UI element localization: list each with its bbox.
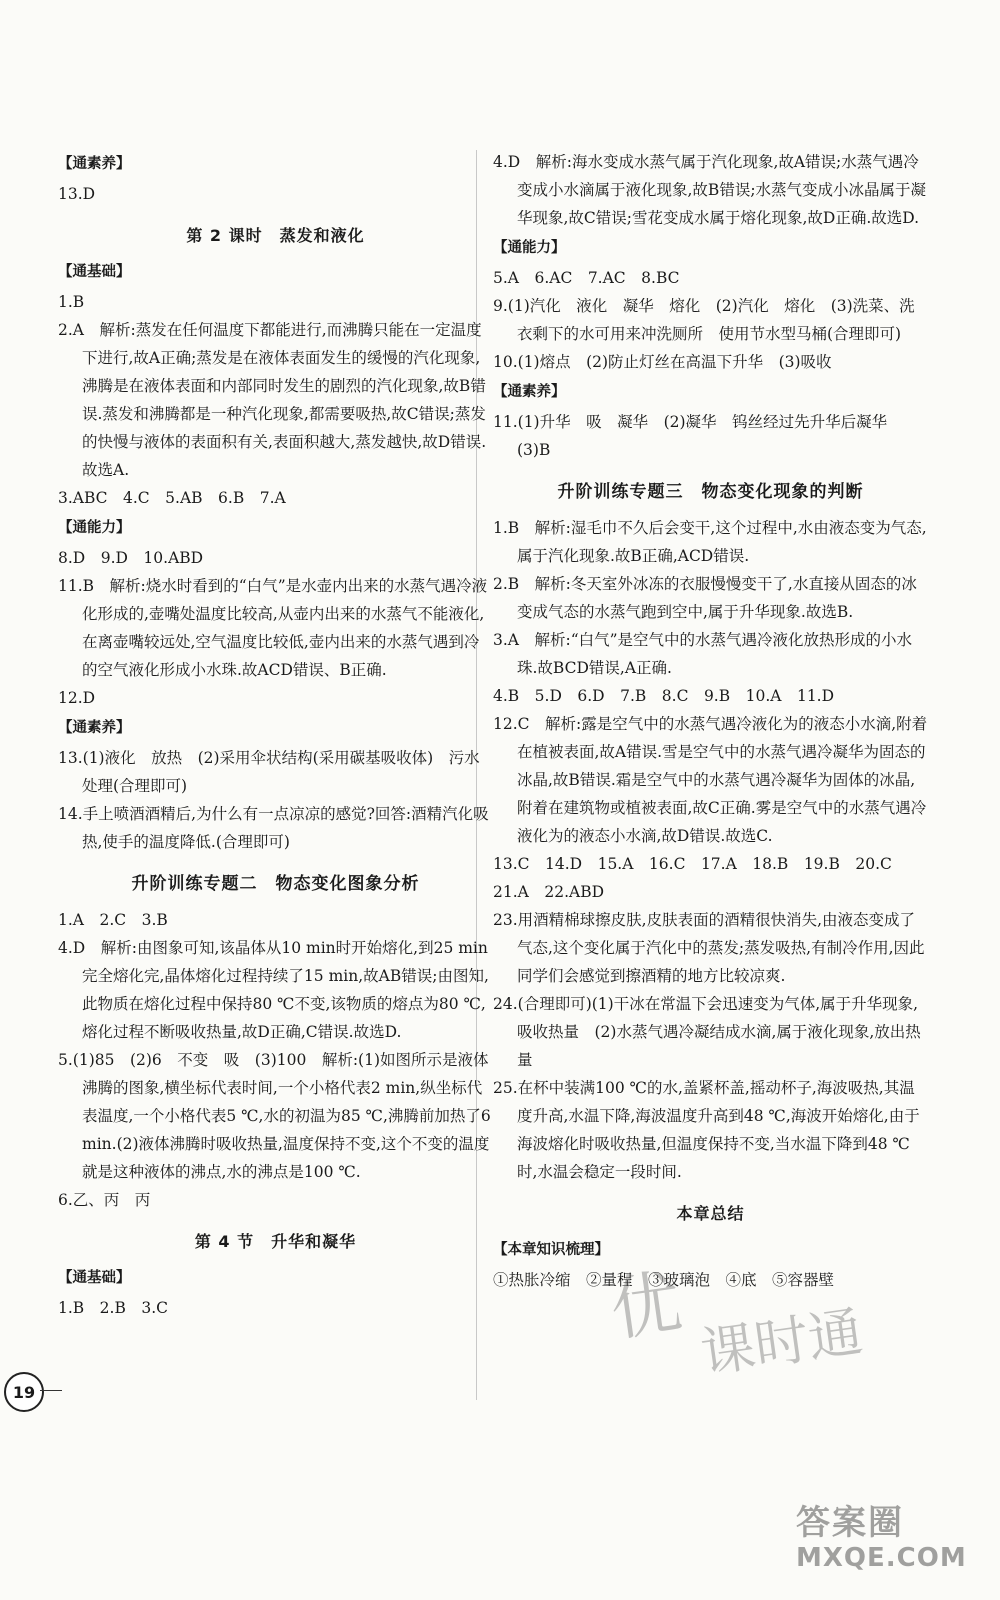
answer-item: 5.A 6.AC 7.AC 8.BC — [493, 269, 680, 287]
answer-item: 12.D — [58, 689, 96, 707]
answer-item: 9.(1)汽化 液化 凝华 熔化 (2)汽化 熔化 (3)洗菜、洗衣剩下的水可用来冲洗厕所 使用节水型马桶(合理即可) — [493, 297, 915, 343]
section-tag: 【通基础】 — [58, 264, 131, 280]
answer-item: 11.B 解析:烧水时看到的“白气”是水壶内出来的水蒸气遇冷液化形成的,壶嘴处温度比较高,从壶内出来的水蒸气不能液化,在离壶嘴较远处,空气温度比较低,壶内出来的水蒸气遇到冷的空气液化形成小水珠.故ACD错误、B正确. — [58, 577, 488, 679]
section-tag: 【通基础】 — [58, 1270, 131, 1286]
answer-item: 4.D 解析:由图象可知,该晶体从10 min时开始熔化,到25 min完全熔化完,晶体熔化过程持续了15 min,故AB错误;由图知,此物质在熔化过程中保持80 ℃不变,该物质的熔点为80 ℃,熔化过程不断吸收热量,故D正确,C错误.故选D. — [58, 939, 489, 1041]
section-title: 升阶训练专题三 物态变化现象的判断 — [557, 482, 864, 502]
section-tag: 【通素养】 — [58, 720, 131, 736]
answer-item: 24.(合理即可)(1)干冰在常温下会迅速变为气体,属于升华现象,吸收热量 (2)水蒸气遇冷凝结成水滴,属于液化现象,放出热量 — [493, 995, 921, 1069]
answer-item: 12.C 解析:露是空气中的水蒸气遇冷液化为的液态小水滴,附着在植被表面,故A错误.雪是空气中的水蒸气遇冷凝华为固态的冰晶,故B错误.霜是空气中的水蒸气遇冷凝华为固体的冰晶,附着在建筑物或植被表面,故C正确.雾是空气中的水蒸气遇冷液化为的液态小水滴,故D错误.故选C. — [493, 715, 928, 845]
answer-item: 1.B 2.B 3.C — [58, 1299, 169, 1317]
section-tag: 【通素养】 — [58, 156, 131, 172]
section-title: 第 4 节 升华和凝华 — [194, 1232, 357, 1251]
page-number: 19 — [4, 1372, 44, 1412]
answer-item: 2.B 解析:冬天室外冰冻的衣服慢慢变干了,水直接从固态的冰变成气态的水蒸气跑到空中,属于升华现象.故选B. — [493, 575, 917, 621]
section-title: 本章总结 — [676, 1204, 745, 1223]
section-tag: 【通能力】 — [493, 240, 566, 256]
answer-item: 3.A 解析:“白气”是空气中的水蒸气遇冷液化放热形成的小水珠.故BCD错误,A正确. — [493, 631, 913, 677]
answer-item: 8.D 9.D 10.ABD — [58, 549, 204, 567]
answer-item: 25.在杯中装满100 ℃的水,盖紧杯盖,摇动杯子,海波吸热,其温度升高,水温下降,海波温度升高到48 ℃,海波开始熔化,由于海波熔化时吸收热量,但温度保持不变,当水温下降到48 ℃时,水温会稳定一段时间. — [493, 1079, 920, 1181]
answer-item: 23.用酒精棉球擦皮肤,皮肤表面的酒精很快消失,由液态变成了气态,这个变化属于汽化中的蒸发;蒸发吸热,有制冷作用,因此同学们会感觉到擦酒精的地方比较凉爽. — [493, 911, 925, 985]
site-watermark-name: 答案圈 — [796, 1503, 904, 1543]
site-watermark — [796, 1495, 976, 1590]
answer-item: 5.(1)85 (2)6 不变 吸 (3)100 解析:(1)如图所示是液体沸腾的图象,横坐标代表时间,一个小格代表2 min,纵坐标代表温度,一个小格代表5 ℃,水的初温为85 ℃,沸腾前加热了6 min.(2)液体沸腾时吸收热量,温度保持不变,这个不变的温度就是这种液体的沸点,水的沸点是100 ℃. — [58, 1051, 491, 1181]
answer-item: 13.D — [58, 185, 96, 203]
site-watermark-url: MXQE.COM — [796, 1543, 967, 1573]
section-tag: 【通能力】 — [58, 520, 131, 536]
answer-item: 21.A 22.ABD — [493, 883, 605, 901]
section-title: 第 2 课时 蒸发和液化 — [186, 226, 365, 245]
answer-item: 13.C 14.D 15.A 16.C 17.A 18.B 19.B 20.C — [493, 855, 892, 873]
page-number-rule — [40, 1390, 62, 1391]
watermark-stamp-text: 课时通 — [696, 1299, 867, 1385]
section-tag: 【通素养】 — [493, 384, 566, 400]
right-column — [493, 148, 928, 1294]
answer-item: 1.B 解析:湿毛巾不久后会变干,这个过程中,水由液态变为气态,属于汽化现象.故B正确,ACD错误. — [493, 519, 927, 565]
answer-item: 6.乙、丙 丙 — [58, 1191, 151, 1209]
section-tag: 【本章知识梳理】 — [493, 1242, 609, 1258]
section-title: 升阶训练专题二 物态变化图象分析 — [131, 874, 420, 894]
answer-item: 13.(1)液化 放热 (2)采用伞状结构(采用碳基吸收体) 污水处理(合理即可) — [58, 749, 480, 795]
answer-item: 1.A 2.C 3.B — [58, 911, 168, 929]
answer-item: 2.A 解析:蒸发在任何温度下都能进行,而沸腾只能在一定温度下进行,故A正确;蒸发是在液体表面发生的缓慢的汽化现象,沸腾是在液体表面和内部同时发生的剧烈的汽化现象,故B错误.蒸发和沸腾都是一种汽化现象,都需要吸热,故C错误;蒸发的快慢与液体的表面积有关,表面积越大,蒸发越快,故D错误.故选A. — [58, 321, 487, 479]
answer-item: 4.D 解析:海水变成水蒸气属于汽化现象,故A错误;水蒸气遇冷变成小水滴属于液化现象,故B错误;水蒸气变成小冰晶属于凝华现象,故C错误;雪花变成水属于熔化现象,故D正确.故选D. — [493, 153, 927, 227]
answer-item: 10.(1)熔点 (2)防止灯丝在高温下升华 (3)吸收 — [493, 353, 832, 371]
answer-item: 1.B — [58, 293, 85, 311]
answer-item: 3.ABC 4.C 5.AB 6.B 7.A — [58, 489, 286, 507]
answer-item: 4.B 5.D 6.D 7.B 8.C 9.B 10.A 11.D — [493, 687, 835, 705]
answer-item: 11.(1)升华 吸 凝华 (2)凝华 钨丝经过先升华后凝华 (3)B — [493, 413, 903, 459]
watermark-stamp-text: 优 — [605, 1260, 687, 1352]
left-column — [58, 148, 493, 1322]
answer-item: 14.手上喷酒酒精后,为什么有一点凉凉的感觉?回答:酒精汽化吸热,使手的温度降低.(合理即可) — [58, 805, 489, 851]
answer-item: ①热胀冷缩 ②量程 ③玻璃泡 ④底 ⑤容器壁 — [493, 1271, 835, 1289]
